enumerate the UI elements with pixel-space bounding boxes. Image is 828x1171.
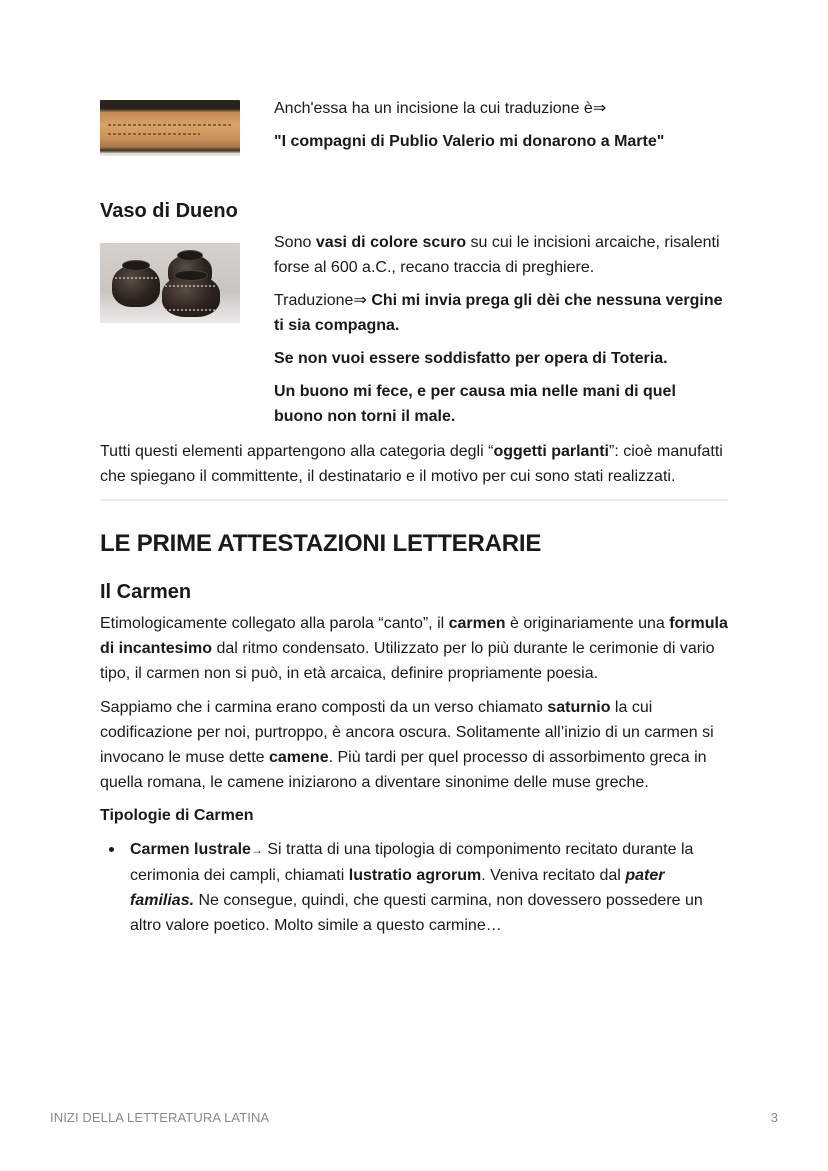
vase-decoration-icon — [165, 309, 216, 311]
translation-text: Chi mi invia prega gli dèi che nessuna vergine ti sia compagna. — [274, 292, 723, 334]
vaso-text — [274, 230, 728, 437]
bold-term: vasi di colore scuro — [315, 234, 467, 251]
list-item — [130, 837, 728, 938]
section-title: LE PRIME ATTESTAZIONI LETTERARIE — [100, 530, 542, 557]
vaso-translation-1 — [274, 288, 728, 338]
text-run: Sappiamo che i carmina erano composti da un verso chiamato — [100, 699, 548, 716]
text-run: Si tratta di una tipologia di componimento recitato durante la cerimonia dei campli, chiamati — [130, 841, 694, 884]
vaso-section — [100, 230, 728, 437]
oggetti-parlanti-paragraph — [100, 439, 728, 489]
bullet-term: Carmen lustrale — [130, 841, 251, 858]
page-number: 3 — [770, 1110, 778, 1125]
text-run: Ne consegue, quindi, che questi carmina, non dovessero possedere un altro valore poetico. Molto simile a questo carmine… — [130, 892, 703, 934]
engraving-line-icon — [108, 133, 200, 135]
lapis-section — [100, 96, 728, 162]
right-arrow-icon: → — [250, 843, 263, 857]
vase-pot-icon — [112, 265, 160, 307]
vaso-translation-2: Se non vuoi essere soddisfatto per opera di Toteria. — [274, 350, 668, 367]
bold-term: lustratio agrorum — [348, 867, 482, 884]
text-run: Sono — [274, 234, 316, 251]
vase-decoration-icon — [115, 277, 157, 279]
text-run: dal ritmo condensato. Utilizzato per lo più durante le cerimonie di vario tipo, il carmen non si può, in età arcaica, definire propriamente poesia. — [100, 640, 715, 682]
text-run: . Veniva recitato dal — [481, 867, 626, 884]
tipologie-heading: Tipologie di Carmen — [100, 807, 254, 824]
section-divider — [100, 499, 728, 501]
text-run: Etimologicamente collegato alla parola “canto”, il — [100, 615, 449, 632]
lapis-translation: "I compagni di Publio Valerio mi donarono a Marte" — [274, 133, 665, 150]
dueno-vase-image — [100, 243, 240, 323]
text-run: Tutti questi elementi appartengono alla categoria degli “ — [100, 443, 494, 460]
vaso-description — [274, 230, 728, 280]
carmen-paragraph-2 — [100, 695, 728, 795]
bold-term: saturnio — [547, 699, 611, 716]
page-content — [100, 96, 728, 938]
text-run: ”: cioè manufatti che spiegano il committente, il destinatario e il motivo per cui sono stati realizzati. — [100, 443, 723, 485]
text-run: . Più tardi per quel processo di assorbimento greca in quella romana, le camene iniziarono a diventare sinonime delle muse greche. — [100, 749, 707, 791]
translation-label: Traduzione⇒ — [274, 292, 372, 309]
inscribed-stone-image — [100, 100, 240, 156]
vaso-dueno-heading: Vaso di Dueno — [100, 200, 238, 222]
engraving-line-icon — [108, 124, 232, 126]
bold-term: formula di incantesimo — [100, 615, 728, 657]
bold-term: carmen — [448, 615, 506, 632]
bold-term: camene — [269, 749, 329, 766]
text-run: la cui codificazione per noi, purtroppo, è ancora oscura. Solitamente all’inizio di un carmen si invocano le muse dette — [100, 699, 714, 766]
footer-title: INIZI DELLA LETTERATURA LATINA — [50, 1110, 270, 1125]
text-run: è originariamente una — [505, 615, 670, 632]
tipologie-list — [100, 837, 728, 938]
carmen-paragraph-1 — [100, 611, 728, 686]
text-run: su cui le incisioni arcaiche, risalenti forse al 600 a.C., recano traccia di preghiere. — [274, 234, 720, 276]
section-subtitle: Il Carmen — [100, 581, 192, 603]
bold-term: oggetti parlanti — [493, 443, 609, 460]
vase-decoration-icon — [165, 285, 216, 287]
bold-italic-term: pater familias. — [130, 867, 665, 909]
lapis-intro: Anch'essa ha un incisione la cui traduzione è⇒ — [274, 100, 607, 117]
lapis-text — [274, 96, 728, 162]
vase-pot-icon — [162, 275, 220, 317]
vaso-translation-3: Un buono mi fece, e per causa mia nelle mani di quel buono non torni il male. — [274, 383, 676, 425]
